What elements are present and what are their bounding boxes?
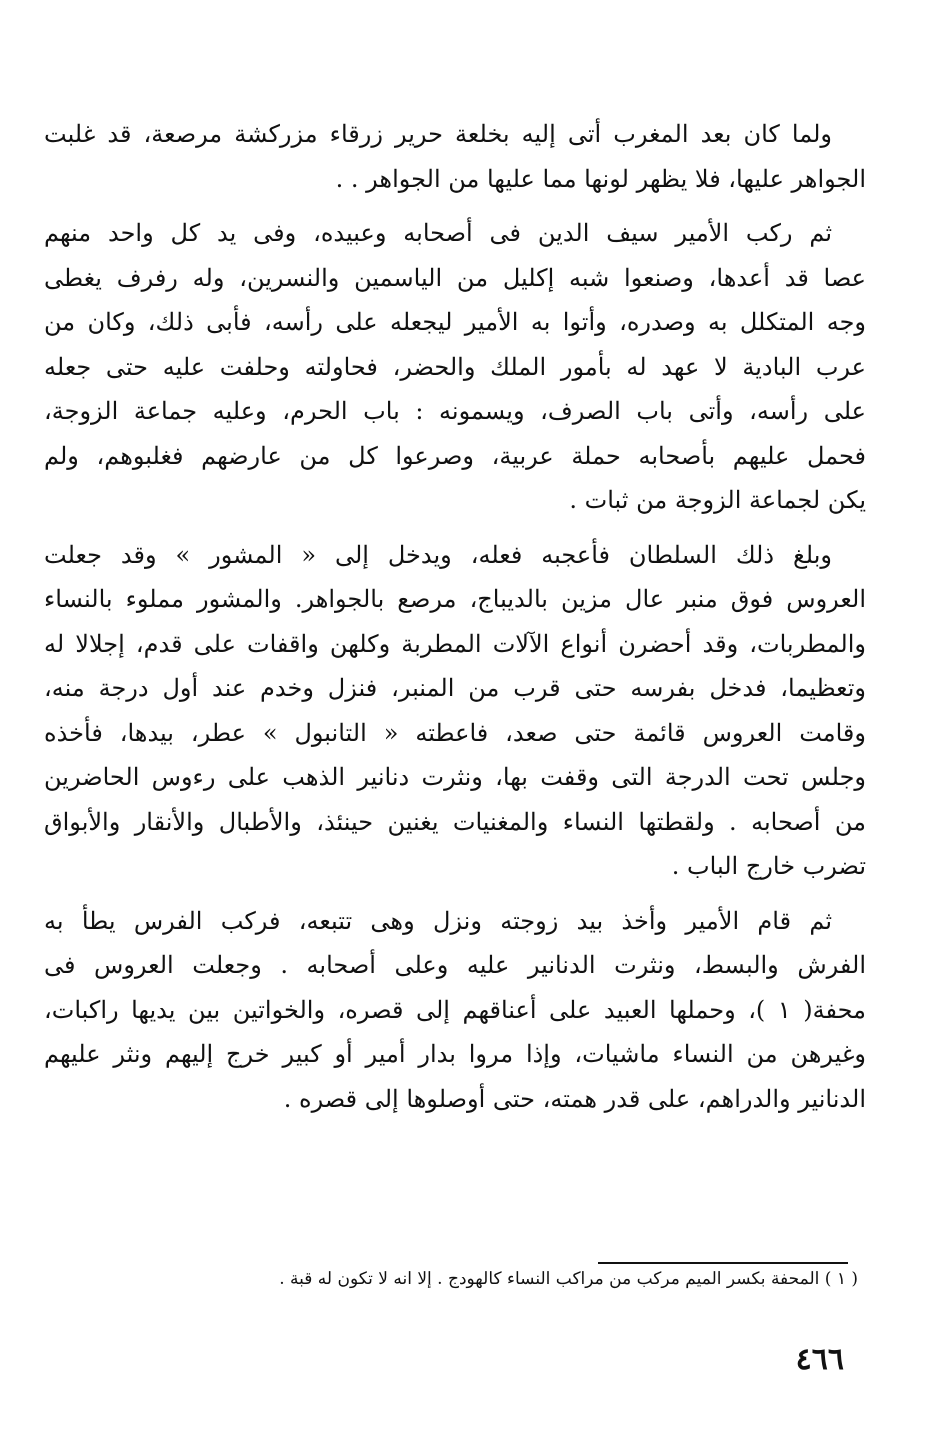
text-line: من أصحابه . ولقطتها النساء والمغنيات يغنين حينئذ، والأطبال والأنقار والأبواق [44, 807, 866, 836]
text-line: وغيرهن من النساء ماشيات، وإذا مروا بدار أمير أو كبير خرج إليهم ونثر عليهم [44, 1040, 866, 1068]
page-number: ٤٦٦ [795, 1342, 844, 1377]
text-line: وقامت العروس قائمة حتى صعد، فاعطته « التانبول » عطر، بيدها، فأخذه [44, 718, 866, 747]
text-line: الدنانير والدراهم، على قدر همته، حتى أوصلوها إلى قصره . [283, 1084, 866, 1113]
text-line: وجلس تحت الدرجة التى وقفت بها، ونثرت دنانير الذهب على رءوس الحاضرين [44, 763, 866, 791]
text-line: وجه المتكلل به وصدره، وأتوا به الأمير ليجعله على رأسه، فأبى ذلك، وكان من [44, 308, 866, 336]
paragraph-1 [44, 112, 866, 201]
text-line: ولما كان بعد المغرب أتى إليه بخلعة حرير زرقاء مزركشة مرصعة، قد غلبت [44, 120, 832, 148]
text-line: وتعظيما، فدخل بفرسه حتى قرب من المنبر، فنزل وخدم عند أول درجة منه، [44, 674, 866, 702]
text-line: تضرب خارج الباب . [671, 852, 866, 880]
text-line: محفة( ١ )، وحملها العبيد على أعناقهم إلى قصره، والخواتين بين يديها راكبات، [44, 995, 866, 1024]
text-line: عصا قد أعدها، وصنعوا شبه إكليل من الياسمين والنسرين، وله رفرف يغطى [44, 263, 866, 292]
text-line: الفرش والبسط، ونثرت الدنانير عليه وعلى أصحابه . وجعلت العروس فى [44, 951, 866, 979]
text-line: عرب البادية لا عهد له بأمور الملك والحضر، فحاولته وحلفت عليه حتى جعله [44, 352, 866, 381]
text-line: على رأسه، وأتى باب الصرف، ويسمونه : باب الحرم، وعليه جماعة الزوجة، [44, 397, 866, 425]
text-line: الجواهر عليها، فلا يظهر لونها مما عليها من الجواهر . . [335, 164, 866, 193]
paragraph-2 [44, 211, 866, 523]
paragraph-4 [44, 899, 866, 1122]
text-line: والمطربات، وقد أحضرن أنواع الآلات المطربة وكلهن واقفات على قدم، إجلالا له [44, 629, 866, 658]
text-line: العروس فوق منبر عال مزين بالديباج، مرصع بالجواهر. والمشور مملوء بالنساء [44, 585, 866, 613]
text-line: ثم قام الأمير وأخذ بيد زوجته ونزل وهى تتبعه، فركب الفرس يطأ به [44, 906, 832, 935]
text-line: وبلغ ذلك السلطان فأعجبه فعله، ويدخل إلى « المشور » وقد جعلت [44, 540, 832, 569]
paragraph-3 [44, 533, 866, 889]
text-line: يكن لجماعة الزوجة من ثبات . [569, 486, 866, 514]
text-line: فحمل عليهم بأصحابه حملة عربية، وصرعوا كل من عارضهم فغلبوهم، ولم [44, 441, 866, 470]
footnote: ( ١ ) المحفة بكسر الميم مركب من مراكب النساء كالهودج . إلا انه لا تكون له قبة . [279, 1269, 858, 1289]
text-line: ثم ركب الأمير سيف الدين فى أصحابه وعبيده، وفى يد كل واحد منهم [44, 219, 832, 247]
body-text [44, 112, 866, 1121]
